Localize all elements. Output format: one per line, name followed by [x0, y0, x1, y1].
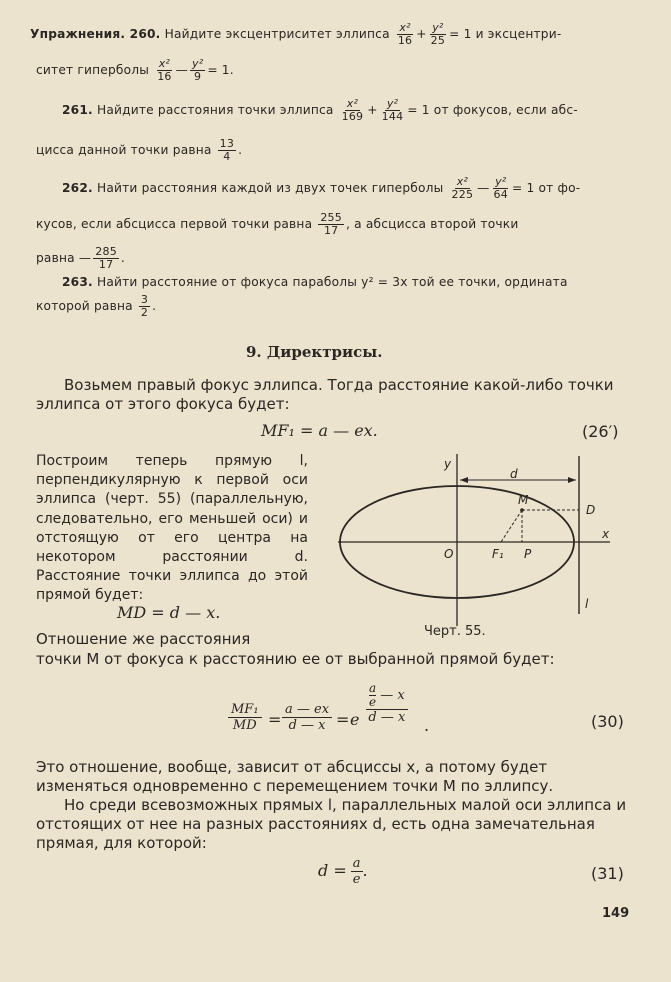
- exercise-text: Найти расстояние от фокуса параболы y² = 3x той ее точки, ордината: [96, 275, 568, 289]
- fraction: $\frac{\text{x²}}{225}$: [451, 175, 474, 201]
- label-y: y: [444, 457, 452, 471]
- exercise-text: которой равна: [36, 299, 133, 313]
- arrow-head: [568, 477, 576, 483]
- exercise-text: от фо-: [538, 181, 581, 195]
- label-l: l: [585, 597, 589, 611]
- paragraph: точки M от фокуса к расстоянию ее от выбранной прямой будет:: [36, 650, 555, 668]
- exercises-heading: Упражнения. 260.: [30, 27, 161, 41]
- label-p: P: [524, 547, 532, 561]
- equation-number: (31): [591, 864, 624, 883]
- exercise-text: от фокусов, если абс-: [433, 103, 578, 117]
- exercise-262-line1: 262. Найти расстояния каждой из двух точек гиперболы $\frac{\text{x²}}{225}$ — $\frac{\text{y²}}{64}$ = 1 от фо-: [62, 175, 581, 201]
- exercise-text: цисса данной точки равна: [36, 143, 212, 157]
- exercise-number: 263.: [62, 275, 93, 289]
- exercise-261-line1: 261. Найдите расстояния точки эллипса $\frac{\text{x²}}{169}$ + $\frac{\text{y²}}{144}$ = 1 от фокусов, если абс-: [62, 97, 578, 123]
- exercise-text: , а абсцисса второй точки: [345, 217, 519, 231]
- formula-31: d = $\frac{a}{e}$ .: [318, 856, 368, 887]
- exercise-text: Найдите расстояния точки эллипса: [96, 103, 334, 117]
- fraction: $\frac{285}{17}$: [95, 245, 117, 271]
- label-d-point: D: [586, 503, 596, 517]
- section-title: 9. Директрисы.: [246, 343, 383, 361]
- exercise-text: Найдите эксцентриситет эллипса: [164, 27, 390, 41]
- fraction: $\frac{\text{x²}}{16}$: [157, 57, 172, 83]
- paragraph: Это отношение, вообще, зависит от абсциссы x, а потому будет изменяться одновременно с перемещением точки M по эллипсу.: [36, 758, 554, 795]
- fraction: $\frac{255}{17}$: [320, 211, 342, 237]
- equation-number: (26′): [582, 422, 619, 441]
- exercise-text: и эксцентри-: [475, 27, 562, 41]
- label-o: O: [444, 547, 454, 561]
- exercise-262-line2: [36, 212, 648, 237]
- exercise-263-line2: которой равна $\frac{3}{2}$ .: [36, 293, 157, 319]
- fraction: $\frac{\text{y²}}{9}$: [191, 57, 204, 83]
- formula-26: MF₁ = a — ex.: [261, 421, 378, 440]
- fraction: $\frac{\text{y²}}{25}$: [430, 21, 446, 47]
- formula-30: MF₁ MD = a — ex d — x = e a e — x d — x .: [228, 682, 488, 746]
- point-m: [520, 508, 524, 512]
- fraction: $\frac{\text{x²}}{16}$: [397, 21, 413, 47]
- exercise-262-line3: равна — $\frac{285}{17}$ .: [36, 245, 125, 271]
- label-f1: F₁: [492, 547, 504, 561]
- exercise-text: Найти расстояния каждой из двух точек гиперболы: [96, 181, 444, 195]
- formula-md: MD = d — x.: [117, 603, 221, 622]
- paragraph: Возьмем правый фокус эллипса. Тогда расстояние какой-либо точки эллипса от этого фокуса будет:: [36, 376, 614, 413]
- exercise-text: ситет гиперболы: [36, 63, 150, 77]
- exercise-text: кусов, если абсцисса первой точки равна: [36, 217, 313, 231]
- arrow-head: [460, 477, 468, 483]
- exercise-number: 262.: [62, 181, 93, 195]
- fraction: $\frac{3}{2}$: [140, 293, 149, 319]
- exercise-263-line1: [62, 272, 642, 292]
- figure-ellipse-diagram: [330, 448, 630, 634]
- paragraph: Но среди всевозможных прямых l, параллельных малой оси эллипса и отстоящих от нее на разных расстояниях d, есть одна замечательная прямая, для которой:: [36, 796, 627, 852]
- paragraph: Построим теперь прямую l, перпендикулярную к первой оси эллипса (черт. 55) (параллельную, следовательно, его меньшей оси) и отстоящую от его центра на некотором расстоянии d. Расстояние точки эллипса до этой прямой будет:: [36, 453, 308, 604]
- equation-number: (30): [591, 712, 624, 731]
- fraction: $\frac{\text{x²}}{169}$: [341, 97, 364, 123]
- label-x: x: [602, 527, 610, 541]
- fraction: $\frac{\text{y²}}{64}$: [493, 175, 508, 201]
- exercise-260-line1: Упражнения. 260. Найдите эксцентриситет эллипса $\frac{\text{x²}}{16}$ + $\frac{\text{y²}}{25}$ = 1 и эксцентри-: [30, 21, 562, 47]
- figure-caption: Черт. 55.: [424, 624, 486, 639]
- fraction: $\frac{\text{y²}}{144}$: [381, 97, 404, 123]
- page-number: 149: [602, 906, 630, 921]
- exercise-text: равна: [36, 251, 75, 265]
- paragraph-line: Отношение же расстояния: [36, 630, 251, 648]
- exercise-260-line2: ситет гиперболы $\frac{\text{x²}}{16}$ — $\frac{\text{y²}}{9}$ = 1.: [36, 57, 234, 83]
- segment-mf1: [501, 510, 522, 542]
- label-d: d: [510, 467, 518, 481]
- exercise-261-line2: цисса данной точки равна $\frac{13}{4}$ .: [36, 137, 243, 163]
- label-m: M: [518, 493, 529, 507]
- exercise-number: 261.: [62, 103, 93, 117]
- fraction: $\frac{13}{4}$: [219, 137, 235, 163]
